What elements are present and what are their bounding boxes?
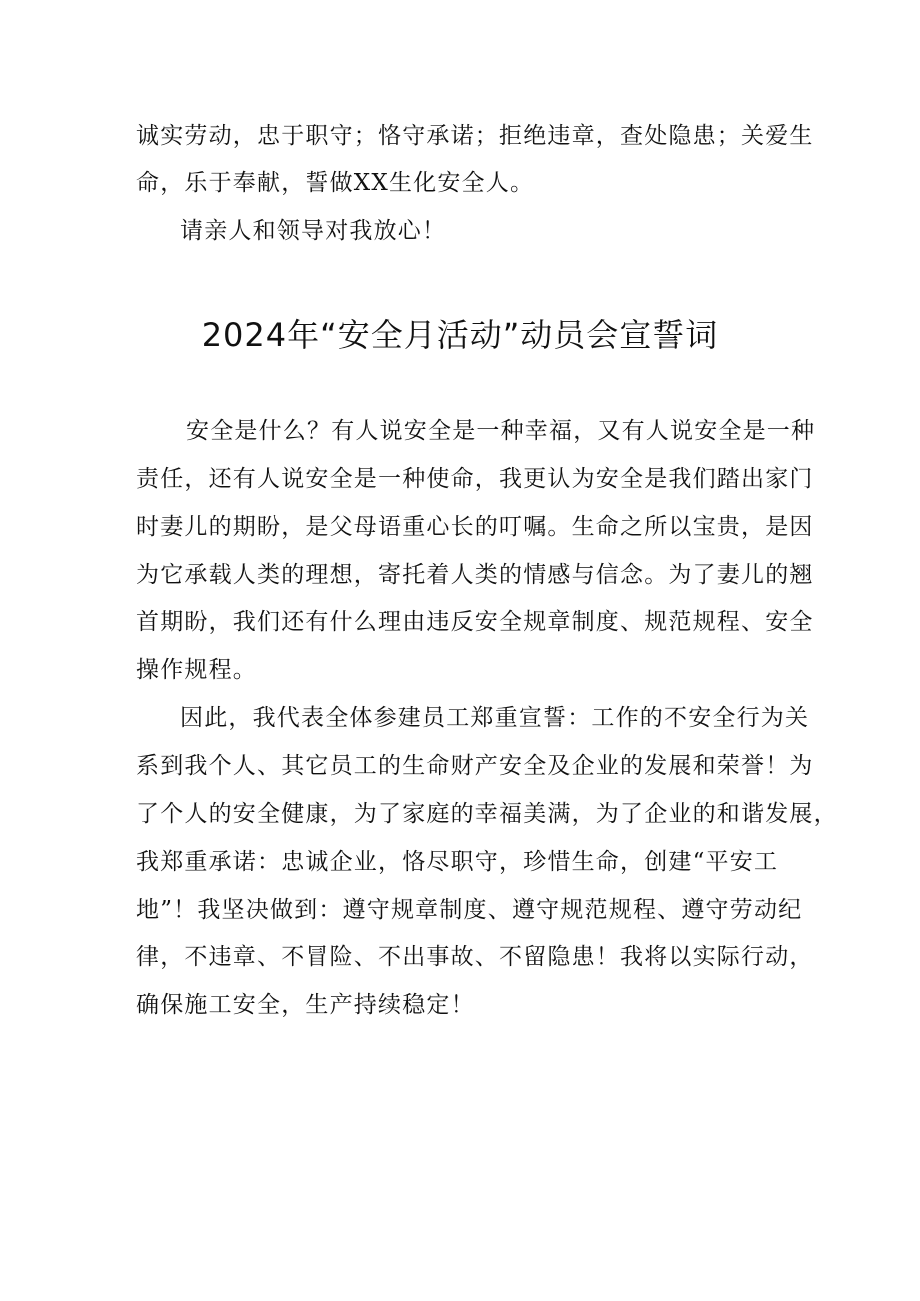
para2-line-2: 系到我个人、其它员工的生命财产安全及企业的发展和荣誉！为 (136, 753, 814, 779)
para2-line-1: 因此，我代表全体参建员工郑重宣誓：工作的不安全行为关 (180, 705, 810, 731)
para1-line-2: 责任，还有人说安全是一种使命，我更认为安全是我们踏出家门 (136, 466, 814, 492)
para1-line-1: 安全是什么？有人说安全是一种幸福，又有人说安全是一种 (186, 418, 816, 444)
document-title: 2024年“安全月活动”动员会宣誓词 (201, 316, 719, 354)
para2-line-6: 律，不违章、不冒险、不出事故、不留隐患！我将以实际行动， (136, 944, 814, 970)
para1-line-5: 首期盼，我们还有什么理由违反安全规章制度、规范规程、安全 (136, 609, 814, 635)
para2-line-7: 确保施工安全，生产持续稳定！ (136, 992, 475, 1018)
intro-line-2: 命，乐于奉献，誓做XX生化安全人。 (136, 170, 535, 196)
para2-line-4: 我郑重承诺：忠诚企业，恪尽职守，珍惜生命，创建“平安工 (136, 849, 779, 875)
para1-line-4: 为它承载人类的理想，寄托着人类的情感与信念。为了妻儿的翘 (136, 562, 814, 588)
intro-line-3: 请亲人和领导对我放心！ (180, 218, 447, 244)
para2-line-3: 了个人的安全健康，为了家庭的幸福美满，为了企业的和谐发展， (136, 801, 838, 827)
intro-line-1: 诚实劳动，忠于职守；恪守承诺；拒绝违章，查处隐患；关爱生 (136, 123, 814, 149)
para2-line-5: 地”！我坚决做到：遵守规章制度、遵守规范规程、遵守劳动纪 (136, 897, 803, 923)
para1-line-3: 时妻儿的期盼，是父母语重心长的叮嘱。生命之所以宝贵，是因 (136, 514, 814, 540)
para1-line-6: 操作规程。 (136, 657, 257, 683)
